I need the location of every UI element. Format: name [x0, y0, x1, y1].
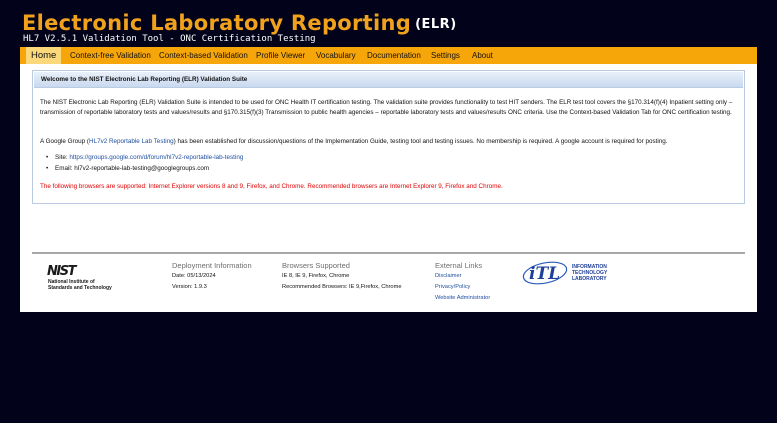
group-suffix: ) has been established for discussion/questions of the Implementation Guide, testing tool and testing issues. No membership is required. A google account is required for posting.: [173, 138, 668, 145]
welcome-heading: Welcome to the NIST Electronic Lab Reporting (ELR) Validation Suite: [34, 72, 743, 88]
itl-logo-line3: LABORATORY: [572, 276, 607, 282]
site-link[interactable]: https://groups.google.com/d/forum/hl7v2-reportable-lab-testing: [69, 154, 244, 161]
site-item: [55, 154, 243, 161]
main-content: [20, 64, 757, 312]
header: [0, 0, 777, 47]
tab-about[interactable]: About: [472, 51, 493, 60]
itl-logo[interactable]: [521, 260, 619, 286]
group-prefix: A Google Group (: [40, 138, 90, 145]
browsers-heading: Browsers Supported: [282, 261, 350, 270]
nist-logo-line2: Standards and Technology: [48, 285, 112, 291]
deployment-heading: Deployment Information: [172, 261, 252, 270]
tab-profile-viewer[interactable]: Profile Viewer: [256, 51, 306, 60]
disclaimer-link[interactable]: Disclaimer: [435, 273, 462, 279]
tab-vocabulary[interactable]: Vocabulary: [316, 51, 356, 60]
nist-logo-word: NIST: [47, 264, 75, 279]
welcome-panel: [32, 70, 745, 204]
app-title: [22, 11, 457, 35]
tab-context-based-validation[interactable]: Context-based Validation: [159, 51, 248, 60]
site-label: Site:: [55, 154, 70, 161]
tab-home[interactable]: Home: [26, 47, 61, 64]
email-label: Email:: [55, 165, 75, 172]
tab-documentation[interactable]: Documentation: [367, 51, 421, 60]
app-title-text: Electronic Laboratory Reporting: [22, 11, 412, 35]
intro-paragraph: The NIST Electronic Lab Reporting (ELR) Validation Suite is intended to be used for ONC Health IT certification testing. The validation suite provides functionality to test HIT senders. The ELR test tool covers the §170.314(f)(4) Inpatient setting only – transmission of reportable laboratory tests and values/results and §170.315(f)(3) Transmission to public health agencies – reportable laboratory tests and values/results ONC criteria. Use the Context-based Validation Tab for ONC certification testing.: [40, 99, 733, 116]
google-group-link[interactable]: HL7v2 Reportable Lab Testing: [89, 138, 174, 145]
website-administrator-link[interactable]: Website Administrator: [435, 295, 491, 301]
nist-logo-line1: National Institute of: [48, 279, 95, 285]
email-item: [55, 165, 209, 172]
tab-settings[interactable]: Settings: [431, 51, 460, 60]
itl-logo-line1: INFORMATION: [572, 264, 607, 270]
tab-context-free-validation[interactable]: Context-free Validation: [70, 51, 151, 60]
app-subtitle: HL7 V2.5.1 Validation Tool - ONC Certification Testing: [23, 34, 316, 44]
footer-divider: [32, 252, 745, 254]
nist-logo[interactable]: [47, 264, 137, 294]
external-links-heading: External Links: [435, 261, 483, 270]
itl-logo-word: iTL: [529, 264, 561, 284]
app-title-abbr: (ELR): [415, 17, 457, 32]
email-address: hl7v2-reportable-lab-testing@googlegroups.com: [74, 165, 210, 172]
privacy-policy-link[interactable]: Privacy/Policy: [435, 284, 471, 290]
deployment-version: Version: 1.9.3: [172, 284, 207, 290]
browsers-recommended: Recommended Browsers: IE 9,Firefox, Chrome: [282, 284, 402, 290]
itl-logo-line2: TECHNOLOGY: [572, 270, 608, 276]
google-group-paragraph: [40, 137, 737, 147]
browser-notice: The following browsers are supported: Internet Explorer versions 8 and 9, Firefox, and Chrome. Recommended browsers are Internet Explorer 9, Firefox and Chrome.: [40, 183, 503, 190]
browsers-supported: IE 8, IE 9, Firefox, Chrome: [282, 273, 350, 279]
main-nav: [20, 47, 757, 65]
deployment-date: Date: 05/13/2024: [172, 273, 216, 279]
